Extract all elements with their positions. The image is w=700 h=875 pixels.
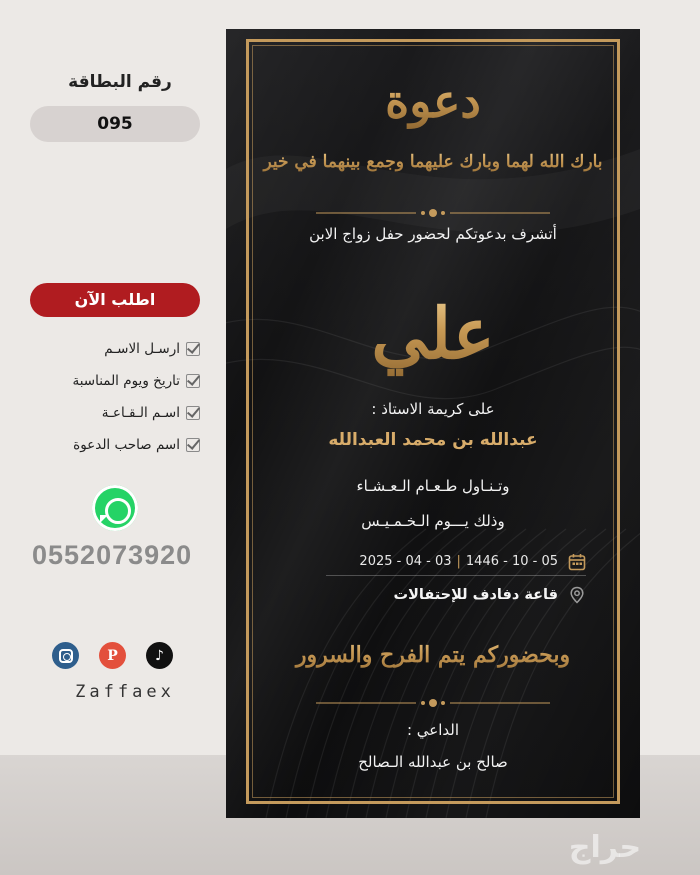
list-item-label: اسم صاحب الدعوة xyxy=(73,437,180,453)
calendar-icon xyxy=(568,553,586,571)
check-icon xyxy=(186,342,200,356)
date-separator: | xyxy=(456,554,461,569)
venue-row xyxy=(326,581,586,609)
card-number-badge: 095 xyxy=(30,106,200,142)
check-icon xyxy=(186,374,200,388)
list-item-label: ارسـل الاسـم xyxy=(104,341,180,357)
check-icon xyxy=(186,438,200,452)
host-label: الداعي : xyxy=(406,721,460,739)
order-now-button[interactable]: اطلب الآن xyxy=(30,283,200,317)
ornament-divider xyxy=(226,687,640,719)
gregorian-date: 2025 - 04 - 03 xyxy=(359,554,452,569)
blessing-calligraphy: بارك الله لهما وبارك عليهما وجمع بينهما في خير xyxy=(256,147,610,177)
pinterest-icon[interactable]: P xyxy=(99,642,126,669)
left-panel xyxy=(20,60,220,720)
instagram-icon[interactable] xyxy=(52,642,79,669)
invitation-card xyxy=(226,29,640,818)
invitation-title: دعوة xyxy=(256,71,610,131)
groom-name: علي xyxy=(256,284,610,384)
requirements-list xyxy=(20,333,200,461)
list-item-label: اسـم الـقـاعـة xyxy=(101,405,180,421)
closing-calligraphy: وبحضوركم يتم الفرح والسرور xyxy=(256,630,610,680)
intro-line: أتشرف بدعوتكم لحضور حفل زواج الابن xyxy=(309,225,557,243)
hijri-date: 1446 - 10 - 05 xyxy=(465,554,558,569)
phone-number[interactable]: 0552073920 xyxy=(32,540,193,570)
whatsapp-icon[interactable] xyxy=(92,485,138,531)
tiktok-icon[interactable]: ♪ xyxy=(146,642,173,669)
brand-name: Zaffaex xyxy=(75,682,175,702)
list-item xyxy=(20,365,200,397)
check-icon xyxy=(186,406,200,420)
bride-of-label: على كريمة الاستاذ : xyxy=(371,400,495,418)
list-item-label: تاريخ ويوم المناسبة xyxy=(72,373,180,389)
date-row xyxy=(326,548,586,576)
dinner-line: وتـنـاول طـعـام الـعـشـاء xyxy=(356,477,510,495)
card-number-label: رقم البطاقة xyxy=(68,72,172,92)
bride-father-name: عبدالله بن محمد العبدالله xyxy=(328,430,538,450)
list-item xyxy=(20,429,200,461)
list-item xyxy=(20,397,200,429)
event-dates xyxy=(359,554,558,569)
day-line: وذلك يـــوم الـخـمـيـس xyxy=(361,512,505,530)
location-pin-icon xyxy=(568,586,586,604)
list-item xyxy=(20,333,200,365)
social-links xyxy=(52,642,182,672)
watermark: حراج xyxy=(568,830,642,865)
venue-name: قاعة دفادف للإحتفالات xyxy=(393,587,558,603)
host-name: صالح بن عبدالله الـصالح xyxy=(358,753,508,771)
